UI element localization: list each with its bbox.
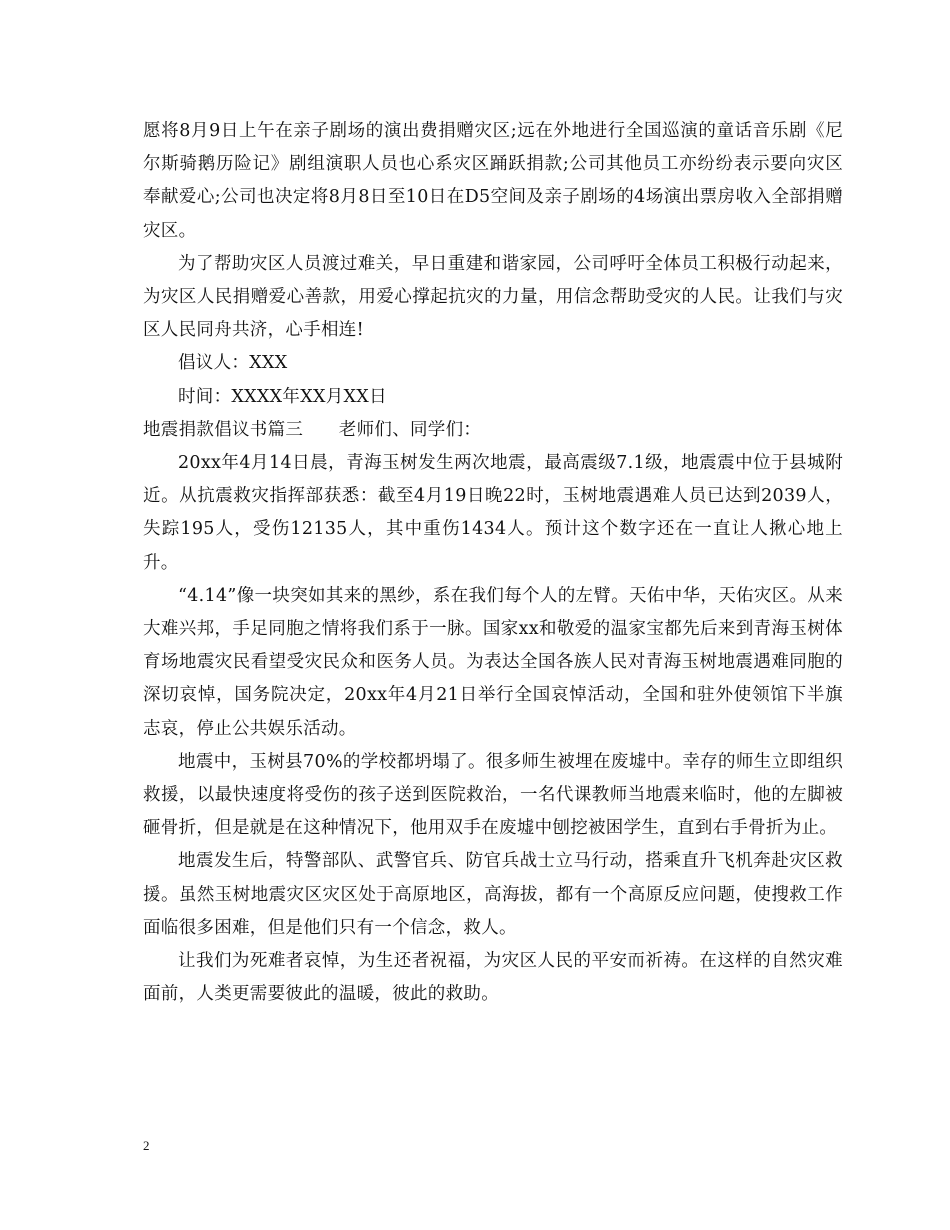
paragraph-mourning: “4.14”像一块突如其来的黑纱，系在我们每个人的左臂。天佑中华，天佑灾区。从来大难兴邦，手足同胞之情将我们系于一脉。国家xx和敬爱的温家宝都先后来到青海玉树体育场地震灾民看望受灾民众和医务人员。为表达全国各族人民对青海玉树地震遇难同胞的深切哀悼，国务院决定，20xx年4月21日举行全国哀悼活动，全国和驻外使领馆下半旗志哀，停止公共娱乐活动。 (143, 585, 843, 739)
paragraph-earthquake-facts: 20xx年4月14日晨，青海玉树发生两次地震，最高震级7.1级，地震震中位于县城附近。从抗震救灾指挥部获悉：截至4月19日晚22时，玉树地震遇难人员已达到2039人，失踪195人，受伤12135人，其中重伤1434人。预计这个数字还在一直让人揪心地上升。 (143, 453, 843, 573)
document-body (143, 115, 843, 1011)
paragraph-initiator: 倡议人：XXX (178, 353, 288, 374)
paragraph-date: 时间：XXXX年XX月XX日 (178, 386, 387, 407)
paragraph-prayer: 让我们为死难者哀悼，为生还者祝福，为灾区人民的平安而祈祷。在这样的自然灾难面前，人类更需要彼此的温暖，彼此的救助。 (143, 951, 843, 1005)
paragraph-schools: 地震中，玉树县70%的学校都坍塌了。很多师生被埋在废墟中。幸存的师生立即组织救援，以最快速度将受伤的孩子送到医院救治，一名代课教师当地震来临时，他的左脚被砸骨折，但是就是在这种情况下，他用双手在废墟中刨挖被困学生，直到右手骨折为止。 (143, 751, 843, 839)
paragraph-donation-continued: 愿将8月9日上午在亲子剧场的演出费捐赠灾区;远在外地进行全国巡演的童话音乐剧《尼尔斯骑鹅历险记》剧组演职人员也心系灾区踊跃捐款;公司其他员工亦纷纷表示要向灾区奉献爱心;公司也决定将8月8日至10日在D5空间及亲子剧场的4场演出票房收入全部捐赠灾区。 (143, 121, 843, 241)
section-heading: 地震捐款倡议书篇三 老师们、同学们： (143, 419, 482, 440)
paragraph-appeal: 为了帮助灾区人员渡过难关，早日重建和谐家园，公司呼吁全体员工积极行动起来，为灾区人民捐赠爱心善款，用爱心撑起抗灾的力量，用信念帮助受灾的人民。让我们与灾区人民同舟共济，心手相连! (143, 253, 843, 341)
page-number: 2 (143, 1138, 150, 1153)
paragraph-rescue: 地震发生后，特警部队、武警官兵、防官兵战士立马行动，搭乘直升飞机奔赴灾区救援。虽然玉树地震灾区灾区处于高原地区，高海拔，都有一个高原反应问题，使搜救工作面临很多困难，但是他们只有一个信念，救人。 (143, 851, 843, 938)
